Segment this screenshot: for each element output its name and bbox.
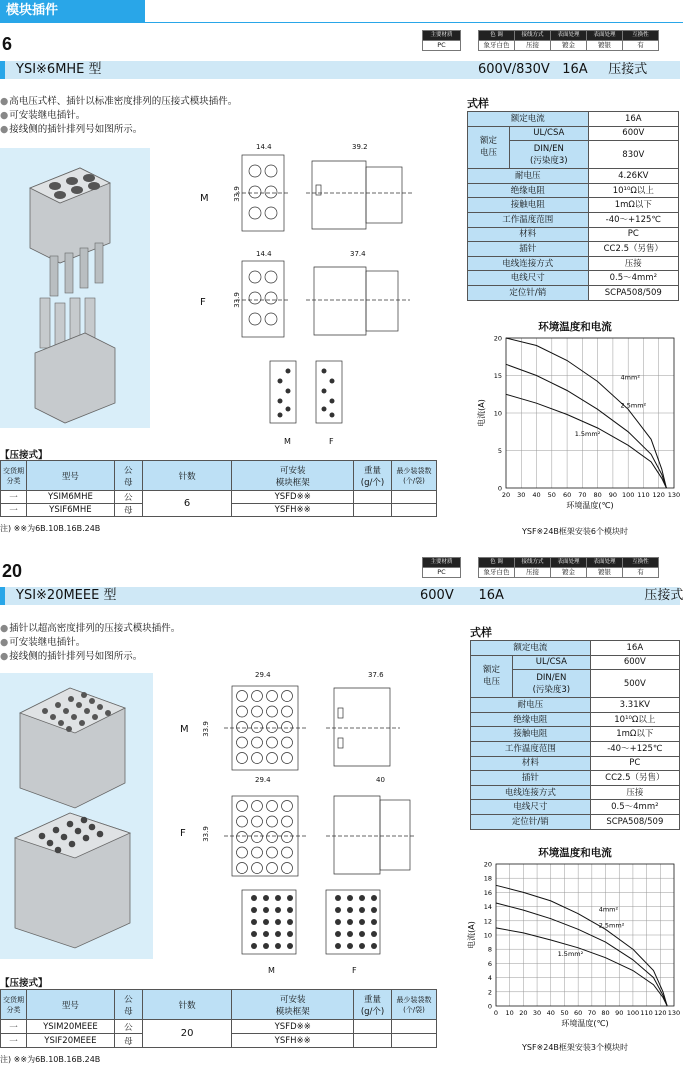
pin-hole xyxy=(282,832,293,843)
pin-hole xyxy=(267,863,278,874)
pin-hole xyxy=(237,847,248,858)
dim-height-female: 33.9 xyxy=(232,292,241,308)
model-bar-stripe xyxy=(0,587,5,605)
y-tick-label: 16 xyxy=(483,888,492,897)
pin-dot xyxy=(263,931,269,937)
pin-dot xyxy=(359,895,365,901)
pin-hole xyxy=(252,706,263,717)
pin-hole xyxy=(282,691,293,702)
pin-dot xyxy=(371,943,377,949)
y-tick-label: 0 xyxy=(497,484,502,493)
pin-dot xyxy=(287,919,293,925)
pin-dot xyxy=(347,895,353,901)
pin-hole xyxy=(237,691,248,702)
model-spec: 600V 16A 压接式 xyxy=(420,588,683,603)
material-tag: 主要材质 PC xyxy=(422,30,461,51)
dim-length-male: 39.2 xyxy=(352,143,368,151)
x-tick-label: 110 xyxy=(640,1009,653,1017)
series-label: 4mm² xyxy=(598,905,619,914)
x-tick-label: 130 xyxy=(667,1009,680,1017)
pin-hole xyxy=(237,816,248,827)
pin-hole xyxy=(267,801,278,812)
table-note: 注) ※※为6B.10B.16B.24B xyxy=(0,524,101,533)
model-bar-stripe xyxy=(0,61,5,79)
pin-hole xyxy=(237,737,248,748)
x-axis-label: 环境温度(℃) xyxy=(561,1019,609,1028)
dimension-drawings xyxy=(210,670,430,970)
pin-dot xyxy=(335,895,341,901)
dim-width-female: 14.4 xyxy=(256,250,272,258)
pin-dot xyxy=(251,895,257,901)
table-row: 一 YSIF6MHE 母 YSFH※※ xyxy=(1,504,437,517)
x-tick-label: 100 xyxy=(621,491,635,499)
pin-hole xyxy=(252,753,263,764)
feature-item: ● 高电压式样、插针以标准密度排列的压接式模块插件。 xyxy=(0,95,237,109)
material-tag: 主要材质 PC xyxy=(422,557,461,578)
pin-label-f: F xyxy=(352,966,357,975)
x-tick-label: 80 xyxy=(601,1009,610,1017)
pin-dot xyxy=(263,907,269,913)
feature-item: ● 插针以超高密度排列的压接式模块插件。 xyxy=(0,622,180,636)
y-tick-label: 6 xyxy=(487,959,492,968)
series-label: 1.5mm² xyxy=(557,949,584,958)
pin-hole xyxy=(282,737,293,748)
x-tick-label: 60 xyxy=(574,1009,583,1017)
x-tick-label: 50 xyxy=(560,1009,569,1017)
pin-dot xyxy=(335,943,341,949)
pin-hole xyxy=(282,722,293,733)
y-tick-label: 20 xyxy=(493,334,502,343)
pin-dot xyxy=(287,943,293,949)
dim-width-male: 29.4 xyxy=(255,671,271,679)
pin-hole xyxy=(267,847,278,858)
table-note: 注) ※※为6B.10B.16B.24B xyxy=(0,1055,101,1064)
chart-title: 环境温度和电流 xyxy=(538,321,612,333)
table-title: 【压接式】 xyxy=(0,978,48,989)
category-rule xyxy=(0,22,683,23)
pin-label-m: M xyxy=(268,966,275,975)
x-tick-label: 40 xyxy=(546,1009,555,1017)
x-tick-label: 70 xyxy=(587,1009,596,1017)
spec-table: 额定电流 16A 额定 电压 UL/CSA 600V DIN/EN (污染度3) 500V 耐电压 3.31KV 绝缘电阻 10¹⁰Ω以上 接触电阻 1mΩ以下 工作温度范围 -40～+125℃ 材料 PC 插针 CC2.5（另售） 电线连接方式 压接 电线尺寸 0.5～4mm² 定位针/销 SCPA508/509 xyxy=(470,640,680,830)
female-module-image xyxy=(15,813,130,948)
dim-length-female: 37.4 xyxy=(350,250,366,258)
x-tick-label: 20 xyxy=(501,491,511,499)
pin-dot xyxy=(251,907,257,913)
table-row: 一 YSIM20MEEE 公 20 YSFD※※ xyxy=(1,1020,437,1034)
male-module-image xyxy=(20,688,125,808)
model-spec: 600V/830V 16A 压接式 xyxy=(478,62,648,77)
x-tick-label: 30 xyxy=(517,491,526,499)
series-label: 4mm² xyxy=(620,373,640,382)
x-tick-label: 70 xyxy=(578,491,587,499)
x-tick-label: 110 xyxy=(637,491,650,499)
product-photo xyxy=(0,148,150,428)
pin-hole xyxy=(282,816,293,827)
male-label: M xyxy=(200,193,209,204)
pin-dot xyxy=(263,943,269,949)
pin-dot xyxy=(359,919,365,925)
x-axis-label: 环境温度(℃) xyxy=(566,501,614,510)
pin-dot xyxy=(359,907,365,913)
section-number: 6 xyxy=(2,34,13,54)
dim-height-male: 33.9 xyxy=(201,721,210,737)
pin-hole xyxy=(267,691,278,702)
x-tick-label: 90 xyxy=(608,491,618,499)
x-tick-label: 0 xyxy=(493,1009,499,1017)
pin-hole xyxy=(282,863,293,874)
pin-dot xyxy=(263,919,269,925)
pin-hole xyxy=(282,801,293,812)
y-tick-label: 0 xyxy=(487,1002,492,1011)
pin-dot xyxy=(287,931,293,937)
pin-hole xyxy=(282,847,293,858)
pin-dot xyxy=(263,895,269,901)
series-label: 1.5mm² xyxy=(574,430,601,438)
feature-item: ● 可安装继电插针。 xyxy=(0,636,180,650)
y-tick-label: 15 xyxy=(493,372,502,380)
pin-dot xyxy=(275,895,281,901)
pin-label-f: F xyxy=(329,437,334,446)
male-module-image xyxy=(30,168,110,296)
table-row: 一 YSIM6MHE 公 6 YSFD※※ xyxy=(1,491,437,504)
model-table: 交货期 分类 型号 公 母 针数 可安装 模块框架 重量 (g/个) 最少装袋数 (个/袋) 一 YSIM6MHE 公 6 YSFD※※ 一 YSIF6MHE 母 YSFH※※ xyxy=(0,460,437,517)
series-label: 2.5mm² xyxy=(598,921,625,930)
pin-dot xyxy=(275,907,281,913)
y-tick-label: 12 xyxy=(483,917,492,926)
y-tick-label: 8 xyxy=(487,945,492,954)
pin-dot xyxy=(275,919,281,925)
pin-hole xyxy=(267,722,278,733)
pin-hole xyxy=(267,737,278,748)
feature-list xyxy=(0,622,180,664)
category-tab: 模块插件 xyxy=(0,0,145,22)
pin-dot xyxy=(251,931,257,937)
x-tick-label: 50 xyxy=(547,491,556,499)
table-title: 【压接式】 xyxy=(0,450,48,461)
pin-dot xyxy=(347,931,353,937)
attribute-tags: 色 调 接线方式 表面处理 表面处理 互换性 象牙白色 压接 镀金 镀银 有 xyxy=(478,30,659,51)
chart-caption: YSF※24B框架安装3个模块时 xyxy=(521,1043,629,1052)
model-title: YSI※6MHE 型 xyxy=(16,62,102,77)
x-tick-label: 80 xyxy=(593,491,602,499)
x-tick-label: 90 xyxy=(615,1009,624,1017)
y-tick-label: 5 xyxy=(497,447,502,455)
y-tick-label: 10 xyxy=(483,931,492,940)
spec-heading: 式样 xyxy=(467,97,489,110)
pin-dot xyxy=(371,907,377,913)
spec-heading: 式样 xyxy=(470,626,492,639)
pin-hole xyxy=(237,832,248,843)
x-tick-label: 40 xyxy=(532,491,541,499)
chart-title: 环境温度和电流 xyxy=(538,847,612,859)
pin-hole xyxy=(252,722,263,733)
dim-width-female: 29.4 xyxy=(255,776,271,784)
dim-length-male: 37.6 xyxy=(368,671,384,679)
pin-hole xyxy=(237,722,248,733)
pin-hole xyxy=(252,737,263,748)
dimension-drawings xyxy=(226,143,426,463)
pin-hole xyxy=(267,706,278,717)
pin-hole xyxy=(252,863,263,874)
x-tick-label: 120 xyxy=(654,1009,667,1017)
female-label: F xyxy=(200,297,206,308)
attribute-tags: 色 调 接线方式 表面处理 表面处理 互换性 象牙白色 压接 镀金 镀银 有 xyxy=(478,557,659,578)
feature-item: ● 接线侧的插针排列号如图所示。 xyxy=(0,650,180,664)
female-module-image xyxy=(35,298,115,423)
y-tick-label: 10 xyxy=(493,409,502,418)
y-tick-label: 18 xyxy=(483,874,492,883)
pin-dot xyxy=(371,931,377,937)
pin-dot xyxy=(335,931,341,937)
x-tick-label: 20 xyxy=(519,1009,528,1017)
pin-hole xyxy=(252,847,263,858)
feature-item: ● 接线侧的插针排列号如图所示。 xyxy=(0,123,237,137)
pin-hole xyxy=(252,801,263,812)
x-tick-label: 60 xyxy=(562,491,572,499)
pin-dot xyxy=(371,895,377,901)
series-label: 2.5mm² xyxy=(620,401,647,410)
pin-dot xyxy=(335,919,341,925)
y-axis-label: 电流(A) xyxy=(467,921,476,949)
pin-hole xyxy=(252,832,263,843)
current-temperature-chart xyxy=(470,332,680,520)
pin-dot xyxy=(275,943,281,949)
pin-hole xyxy=(237,753,248,764)
pin-dot xyxy=(347,907,353,913)
pin-hole xyxy=(252,816,263,827)
model-table: 交货期 分类 型号 公 母 针数 可安装 模块框架 重量 (g/个) 最少装袋数 (个/袋) 一 YSIM20MEEE 公 20 YSFD※※ 一 YSIF20MEEE 母 YSFH※※ xyxy=(0,989,437,1048)
x-tick-label: 130 xyxy=(667,491,680,499)
x-tick-label: 10 xyxy=(505,1009,514,1017)
pin-dot xyxy=(287,907,293,913)
pin-hole xyxy=(267,753,278,764)
product-photo xyxy=(0,673,153,959)
male-label: M xyxy=(180,724,189,735)
y-tick-label: 4 xyxy=(487,974,492,983)
x-tick-label: 120 xyxy=(652,491,665,499)
y-tick-label: 20 xyxy=(483,860,492,869)
pin-dot xyxy=(371,919,377,925)
pin-dot xyxy=(347,919,353,925)
pin-hole xyxy=(282,753,293,764)
x-tick-label: 30 xyxy=(532,1009,542,1017)
section-number: 20 xyxy=(2,561,23,581)
pin-hole xyxy=(252,691,263,702)
y-tick-label: 2 xyxy=(487,988,492,997)
dim-length-female: 40 xyxy=(376,776,385,784)
pin-dot xyxy=(359,931,365,937)
pin-dot xyxy=(359,943,365,949)
pin-dot xyxy=(347,943,353,949)
pin-hole xyxy=(237,706,248,717)
model-title: YSI※20MEEE 型 xyxy=(16,588,117,603)
pin-dot xyxy=(251,919,257,925)
series-line xyxy=(506,364,666,488)
pin-hole xyxy=(237,801,248,812)
series-line xyxy=(496,885,667,1006)
pin-dot xyxy=(275,931,281,937)
pin-hole xyxy=(237,863,248,874)
dim-height-male: 33.9 xyxy=(232,186,241,202)
dim-width-male: 14.4 xyxy=(256,143,272,151)
pin-dot xyxy=(251,943,257,949)
dim-height-female: 33.9 xyxy=(201,826,210,842)
pin-dot xyxy=(335,907,341,913)
pin-dot xyxy=(287,895,293,901)
feature-list xyxy=(0,95,237,137)
pin-hole xyxy=(267,816,278,827)
pin-hole xyxy=(282,706,293,717)
y-axis-label: 电流(A) xyxy=(477,399,486,427)
pin-label-m: M xyxy=(284,437,291,446)
current-temperature-chart xyxy=(466,858,680,1038)
spec-table: 额定电流 16A 额定 电压 UL/CSA 600V DIN/EN (污染度3) 830V 耐电压 4.26KV 绝缘电阻 10¹⁰Ω以上 接触电阻 1mΩ以下 工作温度范围 -40～+125℃ 材料 PC 插针 CC2.5（另售） 电线连接方式 压接 电线尺寸 0.5～4mm² 定位针/销 SCPA508/509 xyxy=(467,111,679,301)
y-tick-label: 14 xyxy=(483,903,492,912)
feature-item: ● 可安装继电插针。 xyxy=(0,109,237,123)
table-row: 一 YSIF20MEEE 母 YSFH※※ xyxy=(1,1034,437,1048)
pin-hole xyxy=(267,832,278,843)
x-tick-label: 100 xyxy=(626,1009,640,1017)
female-label: F xyxy=(180,828,186,839)
chart-caption: YSF※24B框架安装6个模块时 xyxy=(521,527,629,536)
